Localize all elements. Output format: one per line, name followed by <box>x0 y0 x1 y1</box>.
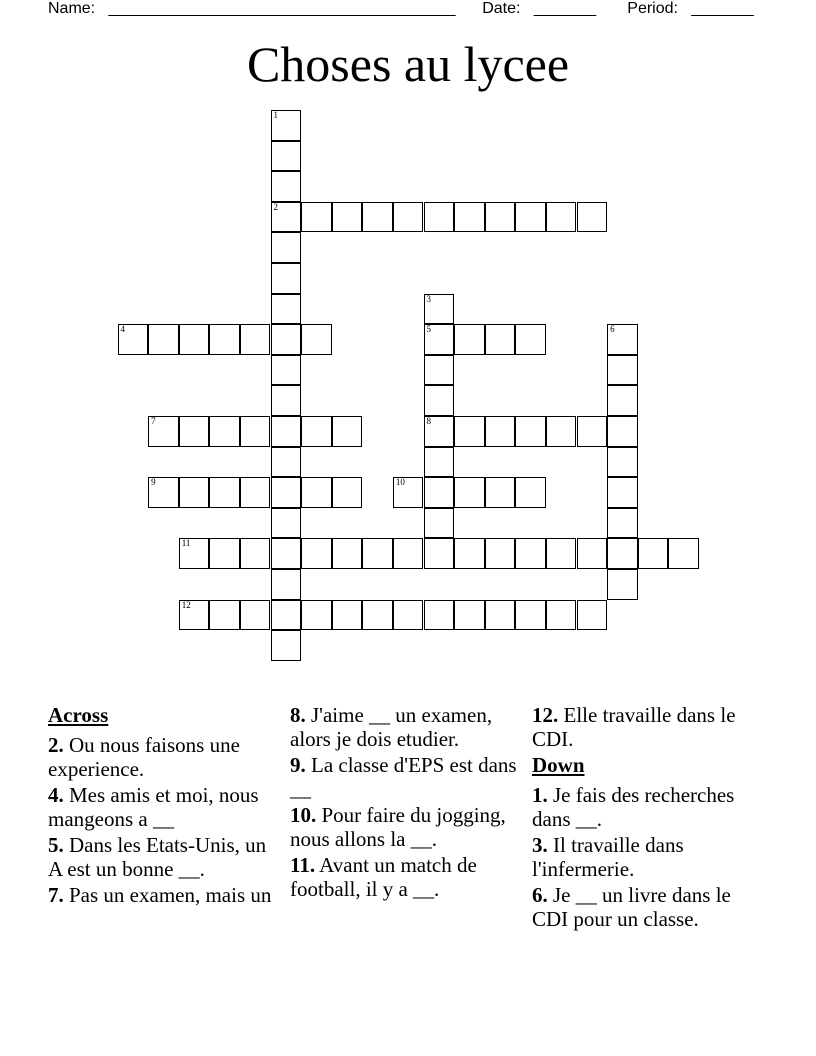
crossword-cell[interactable] <box>301 416 332 447</box>
crossword-cell[interactable] <box>424 477 455 508</box>
crossword-cell[interactable] <box>393 538 424 569</box>
crossword-cell[interactable] <box>179 416 210 447</box>
crossword-cell[interactable] <box>271 294 302 325</box>
crossword-cell[interactable] <box>424 538 455 569</box>
crossword-cell[interactable] <box>607 385 638 416</box>
crossword-cell[interactable] <box>577 600 608 631</box>
crossword-cell[interactable] <box>301 538 332 569</box>
clue-across-12: 12. Elle travaille dans le CDI. <box>532 703 736 751</box>
clue-across-5: 5. Dans les Etats-Unis, un A est un bonne __. <box>48 833 267 881</box>
crossword-cell[interactable] <box>393 202 424 233</box>
crossword-cell[interactable] <box>118 324 149 355</box>
crossword-cell[interactable] <box>271 324 302 355</box>
crossword-cell[interactable] <box>607 538 638 569</box>
crossword-cell[interactable] <box>271 477 302 508</box>
crossword-cell[interactable] <box>332 416 363 447</box>
crossword-cell[interactable] <box>577 538 608 569</box>
period-blank[interactable]: _______ <box>691 0 754 17</box>
crossword-cell[interactable] <box>424 600 455 631</box>
crossword-cell[interactable] <box>424 416 455 447</box>
crossword-cell[interactable] <box>209 416 240 447</box>
crossword-cell[interactable] <box>362 202 393 233</box>
cell-number: 8 <box>426 416 431 426</box>
clue-down-1: 1. Je fais des recherches dans __. <box>532 783 735 831</box>
crossword-cell[interactable] <box>424 324 455 355</box>
clues-column-1 <box>48 703 280 909</box>
crossword-cell[interactable] <box>362 538 393 569</box>
crossword-cell[interactable] <box>271 171 302 202</box>
crossword-cell[interactable] <box>577 416 608 447</box>
crossword-cell[interactable] <box>271 263 302 294</box>
crossword-cell[interactable] <box>607 477 638 508</box>
crossword-cell[interactable] <box>362 600 393 631</box>
crossword-cell[interactable] <box>179 600 210 631</box>
down-heading: Down <box>532 753 585 777</box>
clue-across-4: 4. Mes amis et moi, nous mangeons a __ <box>48 783 259 831</box>
crossword-cell[interactable] <box>179 477 210 508</box>
crossword-cell[interactable] <box>546 202 577 233</box>
crossword-cell[interactable] <box>148 477 179 508</box>
crossword-cell[interactable] <box>271 569 302 600</box>
crossword-cell[interactable] <box>393 477 424 508</box>
crossword-cell[interactable] <box>515 477 546 508</box>
crossword-cell[interactable] <box>424 294 455 325</box>
crossword-cell[interactable] <box>179 538 210 569</box>
clue-across-8: 8. J'aime __ un examen, alors je dois etudier. <box>290 703 493 751</box>
crossword-cell[interactable] <box>271 630 302 661</box>
crossword-cell[interactable] <box>424 385 455 416</box>
crossword-cell[interactable] <box>148 416 179 447</box>
across-heading: Across <box>48 703 109 727</box>
cell-number: 4 <box>120 324 125 335</box>
crossword-cell[interactable] <box>271 202 302 233</box>
crossword-cell[interactable] <box>515 538 546 569</box>
crossword-cell[interactable] <box>515 600 546 631</box>
crossword-cell[interactable] <box>271 385 302 416</box>
crossword-cell[interactable] <box>454 202 485 233</box>
clue-down-3: 3. Il travaille dans l'infermerie. <box>532 833 684 881</box>
crossword-cell[interactable] <box>454 324 485 355</box>
crossword-cell[interactable] <box>485 477 516 508</box>
crossword-cell[interactable] <box>332 477 363 508</box>
crossword-cell[interactable] <box>607 324 638 355</box>
crossword-cell[interactable] <box>454 477 485 508</box>
crossword-cell[interactable] <box>271 416 302 447</box>
crossword-cell[interactable] <box>485 416 516 447</box>
crossword-cell[interactable] <box>301 202 332 233</box>
crossword-cell[interactable] <box>271 232 302 263</box>
name-label: Name: <box>48 0 96 17</box>
crossword-cell[interactable] <box>332 538 363 569</box>
cell-number: 11 <box>181 538 191 549</box>
crossword-cell[interactable] <box>607 569 638 600</box>
crossword-cell[interactable] <box>485 324 516 355</box>
clue-down-6: 6. Je __ un livre dans le CDI pour un classe. <box>532 883 731 931</box>
name-blank[interactable]: _______________________________________ <box>108 0 456 17</box>
crossword-cell[interactable] <box>454 600 485 631</box>
clues-column-2 <box>290 703 522 903</box>
crossword-cell[interactable] <box>271 600 302 631</box>
crossword-cell[interactable] <box>454 416 485 447</box>
crossword-cell[interactable] <box>546 600 577 631</box>
cell-number: 10 <box>395 477 405 488</box>
crossword-cell[interactable] <box>271 141 302 172</box>
crossword-cell[interactable] <box>271 508 302 539</box>
crossword-cell[interactable] <box>332 600 363 631</box>
crossword-cell[interactable] <box>424 508 455 539</box>
crossword-cell[interactable] <box>209 600 240 631</box>
crossword-cell[interactable] <box>271 110 302 141</box>
cell-number: 12 <box>181 599 191 610</box>
crossword-cell[interactable] <box>454 538 485 569</box>
crossword-cell[interactable] <box>546 416 577 447</box>
crossword-cell[interactable] <box>240 538 271 569</box>
clue-across-9: 9. La classe d'EPS est dans __ <box>290 753 517 801</box>
clues-column-3 <box>532 703 742 933</box>
crossword-cell[interactable] <box>240 416 271 447</box>
crossword-cell[interactable] <box>148 324 179 355</box>
crossword-cell[interactable] <box>209 538 240 569</box>
crossword-cell[interactable] <box>240 324 271 355</box>
clue-across-2: 2. Ou nous faisons une experience. <box>48 733 240 781</box>
crossword-cell[interactable] <box>271 355 302 386</box>
crossword-cell[interactable] <box>179 324 210 355</box>
crossword-cell[interactable] <box>424 447 455 478</box>
crossword-cell[interactable] <box>332 202 363 233</box>
crossword-cell[interactable] <box>209 477 240 508</box>
cell-number: 2 <box>273 201 278 212</box>
crossword-cell[interactable] <box>393 600 424 631</box>
crossword-cell[interactable] <box>271 447 302 478</box>
crossword-cell[interactable] <box>301 324 332 355</box>
crossword-cell[interactable] <box>607 355 638 386</box>
crossword-cell[interactable] <box>424 202 455 233</box>
crossword-cell[interactable] <box>240 600 271 631</box>
crossword-cell[interactable] <box>240 477 271 508</box>
crossword-cell[interactable] <box>515 416 546 447</box>
clue-across-11: 11. Avant un match de football, il y a __. <box>290 853 477 901</box>
clue-across-7: 7. Pas un examen, mais un <box>48 883 272 907</box>
crossword-cell[interactable] <box>485 538 516 569</box>
crossword-cell[interactable] <box>301 477 332 508</box>
cell-number: 9 <box>151 477 156 488</box>
crossword-cell[interactable] <box>485 202 516 233</box>
crossword-cell[interactable] <box>301 600 332 631</box>
crossword-cell[interactable] <box>607 416 638 447</box>
crossword-cell[interactable] <box>668 538 699 569</box>
crossword-cell[interactable] <box>577 202 608 233</box>
cell-number: 7 <box>151 416 156 426</box>
date-label: Date: <box>482 0 521 17</box>
date-blank[interactable]: _______ <box>533 0 597 17</box>
cell-number: 6 <box>610 324 615 335</box>
crossword-cell[interactable] <box>515 202 546 233</box>
cell-number: 1 <box>273 110 278 120</box>
crossword-cell[interactable] <box>271 538 302 569</box>
crossword-cell[interactable] <box>638 538 669 569</box>
crossword-cell[interactable] <box>485 600 516 631</box>
cell-number: 3 <box>426 293 431 304</box>
crossword-cell[interactable] <box>515 324 546 355</box>
crossword-cell[interactable] <box>424 355 455 386</box>
period-label: Period: <box>627 0 678 17</box>
page-title: Choses au lycee <box>246 36 570 92</box>
crossword-cell[interactable] <box>607 508 638 539</box>
crossword-cell[interactable] <box>546 538 577 569</box>
cell-number: 5 <box>426 324 431 335</box>
crossword-cell[interactable] <box>209 324 240 355</box>
clue-across-10: 10. Pour faire du jogging, nous allons la __. <box>290 803 506 851</box>
crossword-cell[interactable] <box>607 447 638 478</box>
